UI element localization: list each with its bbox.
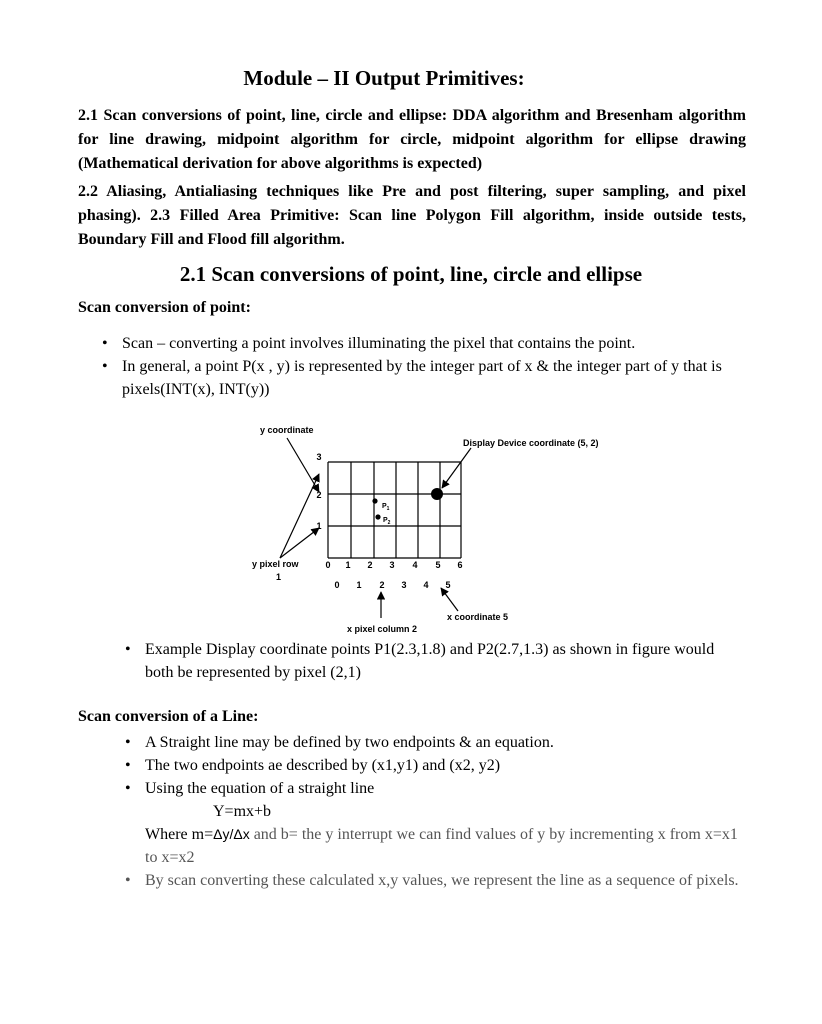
page-title: Module – II Output Primitives: <box>243 66 525 90</box>
where-clause <box>145 823 743 869</box>
x-tick: 4 <box>423 580 429 590</box>
point-p2-dot <box>375 514 380 519</box>
point-bullets <box>100 332 752 401</box>
y-coordinate-label: y coordinate <box>260 425 314 435</box>
display-pixel-dot <box>431 488 443 500</box>
syllabus-2-1: 2.1 Scan conversions of point, line, circle and ellipse: DDA algorithm and Bresenham algorithm for line drawing, midpoint algorithm for circle, midpoint algorithm for ellipse drawing (Mathematical derivation for above algorithms is expected) <box>78 107 746 172</box>
line-heading: Scan conversion of a Line: <box>78 708 259 725</box>
line-bullet-text: • Using the equation of a straight line <box>145 780 375 797</box>
x-tick: 5 <box>435 560 441 570</box>
point-example-list <box>123 638 743 684</box>
list-item: • Example Display coordinate points P1(2.3,1.8) and P2(2.7,1.3) as shown in figure would both be represented by pixel (2,1) <box>123 638 743 684</box>
x-tick: 3 <box>401 580 407 590</box>
where-prefix: Where m= <box>145 826 214 843</box>
x-tick: 2 <box>367 560 373 570</box>
x-pixel-column-label: x pixel column 2 <box>347 624 418 634</box>
list-item: • By scan converting these calculated x,y values, we represent the line as a sequence of pixels. <box>123 869 743 892</box>
x-tick: 1 <box>356 580 362 590</box>
point-p2-label: $P_2$ <box>383 517 391 526</box>
list-item: • In general, a point P(x , y) is represented by the integer part of x & the integer part of y that is pixels(INT(x), INT(y)) <box>100 355 752 401</box>
point-p1-dot <box>372 498 377 503</box>
where-rest: and b= the y interrupt we can find values of y by incrementing x from x=x1 to x=x2 <box>145 826 738 866</box>
y-tick: 1 <box>316 521 322 531</box>
x-coordinate-label: x coordinate 5 <box>447 612 509 622</box>
y-tick: 2 <box>316 490 322 500</box>
point-heading: Scan conversion of point: <box>78 299 251 316</box>
list-item: • The two endpoints ae described by (x1,y1) and (x2, y2) <box>123 754 743 777</box>
syllabus-2-2-2-3: 2.2 Aliasing, Antialiasing techniques like Pre and post filtering, super sampling, and pixel phasing). 2.3 Filled Area Primitive: Scan line Polygon Fill algorithm, inside outside tests, Boundary Fill and Flood fill algorithm. <box>78 183 746 248</box>
display-device-label: Display Device coordinate (5, 2) <box>463 438 599 448</box>
x-tick: 3 <box>389 560 395 570</box>
list-item <box>123 777 743 869</box>
list-item: • A Straight line may be defined by two endpoints & an equation. <box>123 731 743 754</box>
x-tick: 0 <box>334 580 340 590</box>
x-tick: 2 <box>379 580 385 590</box>
y-pixel-row-label: y pixel row <box>252 559 299 569</box>
section-heading: 2.1 Scan conversions of point, line, circle and ellipse <box>179 262 643 286</box>
grid <box>328 462 461 558</box>
point-p1-label: $P_1$ <box>382 503 390 512</box>
x-tick: 6 <box>457 560 463 570</box>
y-pixel-row-number: 1 <box>276 572 282 582</box>
pixel-grid-figure <box>245 418 599 636</box>
line-equation: Y=mx+b <box>213 803 272 820</box>
line-bullets <box>123 731 743 892</box>
x-tick: 0 <box>325 560 331 570</box>
x-tick: 5 <box>445 580 451 590</box>
where-m: Δy/Δx <box>213 826 250 842</box>
y-tick: 3 <box>316 452 322 462</box>
x-tick: 1 <box>345 560 351 570</box>
list-item: • Scan – converting a point involves illuminating the pixel that contains the point. <box>100 332 752 355</box>
x-tick: 4 <box>412 560 418 570</box>
